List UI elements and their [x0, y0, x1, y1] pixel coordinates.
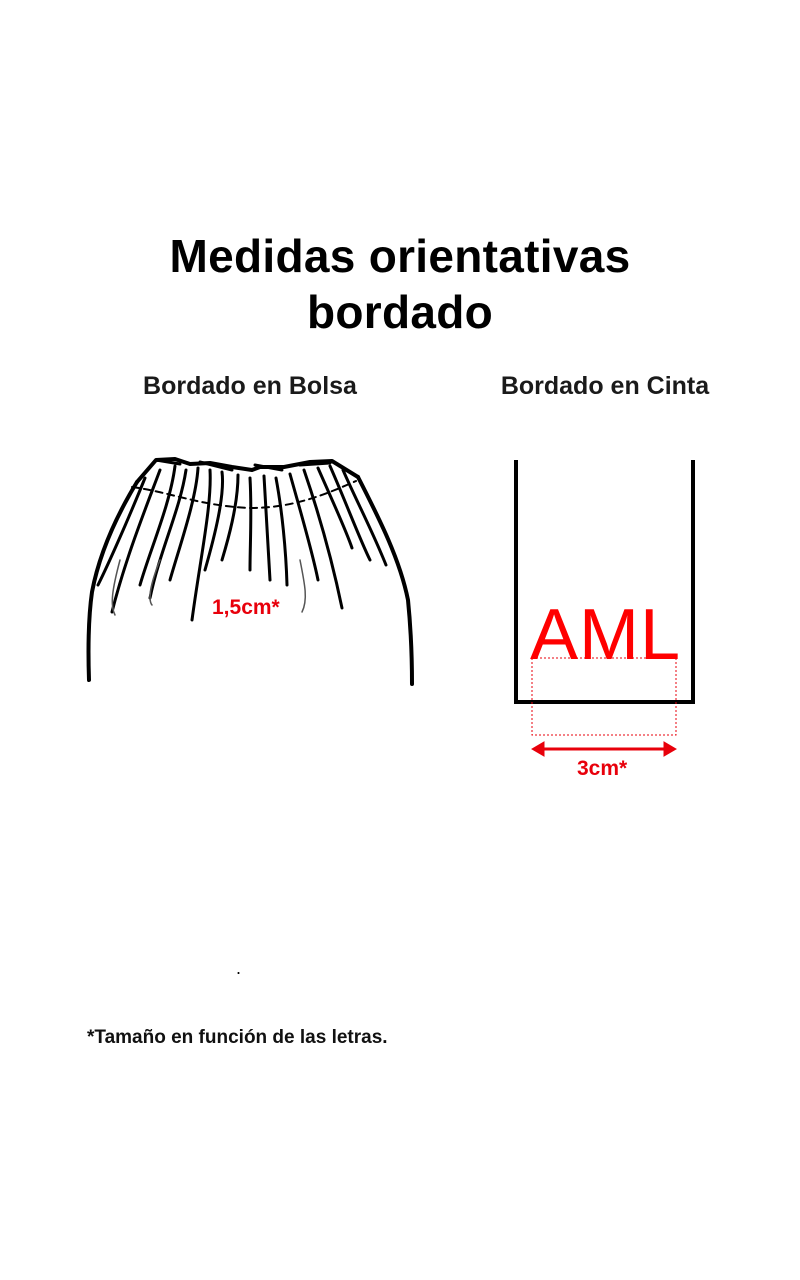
stray-mark: .	[236, 958, 242, 978]
bolsa-measurement: 1,5cm*	[212, 596, 280, 619]
footnote: *Tamaño en función de las letras.	[87, 1027, 388, 1048]
bolsa-label: Bordado en Bolsa	[143, 372, 357, 400]
title-line-2: bordado	[306, 286, 494, 338]
cinta-measurement: 3cm*	[577, 757, 628, 780]
title-line-1: Medidas orientativas	[169, 230, 631, 282]
width-arrow	[532, 742, 676, 756]
cinta-label: Bordado en Cinta	[500, 372, 710, 400]
bag-illustration	[88, 459, 412, 684]
embroidery-sample-text: AML	[530, 595, 682, 675]
